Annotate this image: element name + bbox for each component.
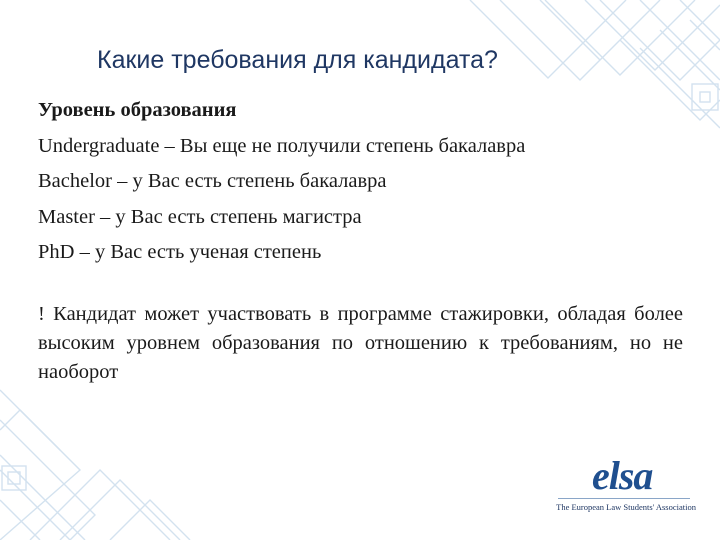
logo-subtitle: The European Law Students' Association xyxy=(556,502,696,512)
slide-title: Какие требования для кандидата? xyxy=(97,46,498,74)
list-item-undergraduate: Undergraduate – Вы еще не получили степень бакалавра xyxy=(38,134,526,157)
education-heading: Уровень образования xyxy=(38,99,237,121)
logo-wordmark: elsa xyxy=(592,453,653,498)
elsa-logo xyxy=(556,453,696,518)
education-level-list xyxy=(38,93,698,271)
list-item-bachelor: Bachelor – у Вас есть степень бакалавра xyxy=(38,170,387,192)
list-item-phd: PhD – у Вас есть ученая степень xyxy=(38,241,322,263)
requirement-note: ! Кандидат может участвовать в программе стажировки, обладая более высоким уровнем образования по отношению к требованиям, но не наоборот xyxy=(38,303,683,383)
logo-divider xyxy=(558,498,690,499)
list-item-master: Master – у Вас есть степень магистра xyxy=(38,205,362,228)
